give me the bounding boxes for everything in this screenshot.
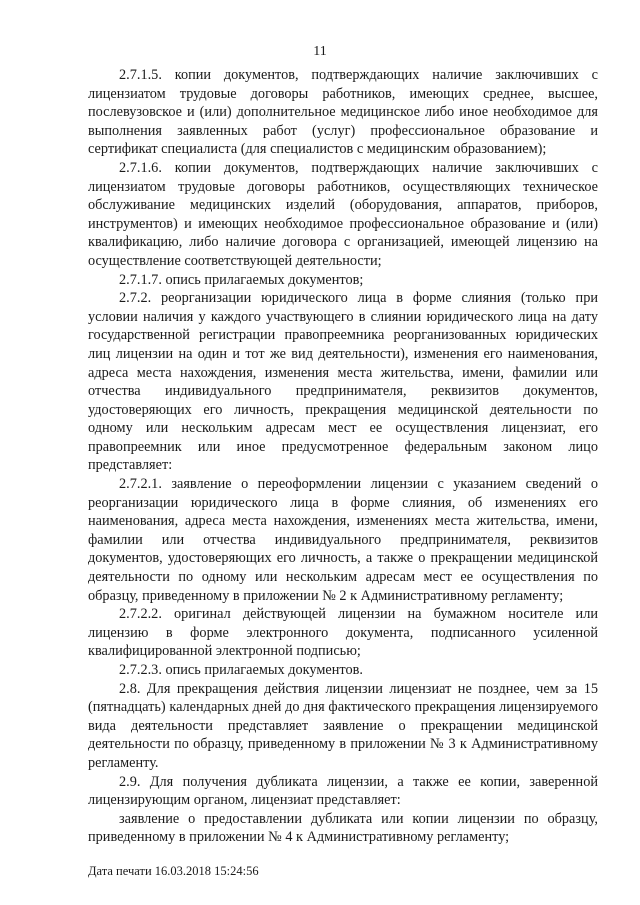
document-body — [88, 66, 598, 847]
paragraph-2-7-1-5: 2.7.1.5. копии документов, подтверждающих наличие заключивших с лицензиатом трудовые договоры работников, имеющих среднее, высшее, послевузовское и (или) дополнительное медицинское либо иное необходимое для выполнения заявленных работ (услуг) профессиональное образование и сертификат специалиста (для специалистов с медицинским образованием); — [88, 67, 598, 158]
paragraph-2-7-2-1: 2.7.2.1. заявление о переоформлении лицензии с указанием сведений о реорганизации юридического лица в форме слияния, об изменениях его наименования, адреса места нахождения, изменениях места жительства, имени, фамилии или отчества индивидуального предпринимателя, реквизитов документов, удостоверяющих его личность, а также о прекращении медицинской деятельности по одному или нескольким адресам мест ее осуществления по образцу, приведенному в приложении № 2 к Административному регламенту; — [88, 476, 598, 604]
paragraph-2-7-1-6: 2.7.1.6. копии документов, подтверждающих наличие заключивших с лицензиатом трудовые договоры работников, осуществляющих техническое обслуживание медицинских изделий (оборудования, аппаратов, приборов, инструментов) и имеющих необходимое профессиональное образование и (или) квалификацию, либо наличие договора с организацией, имеющей лицензию на осуществление соответствующей деятельности; — [88, 159, 598, 269]
print-date-footer: Дата печати 16.03.2018 15:24:56 — [88, 864, 259, 878]
paragraph-2-7-2-3: 2.7.2.3. опись прилагаемых документов. — [119, 662, 363, 678]
paragraph-2-7-1-7: 2.7.1.7. опись прилагаемых документов; — [119, 271, 364, 288]
paragraph-2-9: 2.9. Для получения дубликата лицензии, а также ее копии, заверенной лицензирующим органом, лицензиат представляет: — [88, 773, 598, 809]
page-number: 11 — [313, 44, 327, 59]
paragraph-2-7-2: 2.7.2. реорганизации юридического лица в форме слияния (только при условии наличия у каждого участвующего в слиянии юридического лица на дату государственной регистрации правопреемника реорганизованных юридических лиц лицензии на один и тот же вид деятельности), изменения его наименования, адреса места нахождения, изменения места жительства, имени, фамилии или отчества индивидуального предпринимателя, реквизитов документов, удостоверяющих его личность, прекращения медицинской деятельности по одному или нескольким адресам мест ее осуществления лицензиат, его правопреемник или иное предусмотренное федеральным законом лицо представляет: — [88, 290, 598, 474]
paragraph-2-7-2-2: 2.7.2.2. оригинал действующей лицензии на бумажном носителе или лицензию в форме электронного документа, подписанного усиленной квалифицированной электронной подписью; — [88, 606, 598, 660]
paragraph-2-8: 2.8. Для прекращения действия лицензии лицензиат не позднее, чем за 15 (пятнадцать) календарных дней до дня фактического прекращения лицензируемого вида деятельности представляет заявление о прекращении медицинской деятельности по образцу, приведенному в приложении № 3 к Административному регламенту. — [88, 680, 598, 771]
paragraph-2-9-application: заявление о предоставлении дубликата или копии лицензии по образцу, приведенному в приложении № 4 к Административному регламенту; — [88, 810, 598, 846]
